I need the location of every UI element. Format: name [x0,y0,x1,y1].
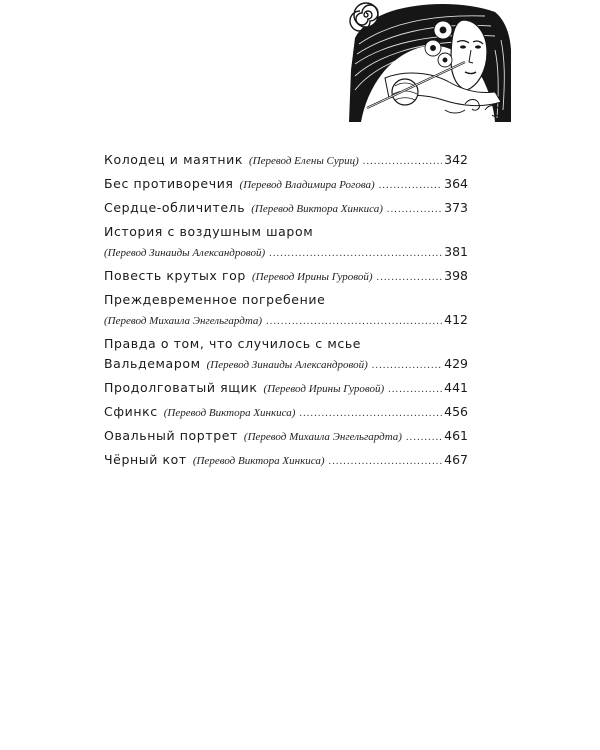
toc-entry-page: 412 [444,312,468,327]
toc-entry-page: 441 [444,380,468,395]
dot-leader [266,312,442,332]
toc-entry-title: Продолговатый ящик [104,380,258,395]
toc-entry[interactable] [104,174,468,194]
toc-entry-title: Сердце-обличитель [104,200,246,215]
toc-entry[interactable] [104,198,468,218]
dot-leader [379,176,442,196]
toc-entry-translator: (Перевод Виктора Хинкиса) [163,407,296,419]
dot-leader [299,404,442,424]
toc-entry-page: 381 [444,244,468,259]
toc-entry-translator: (Перевод Ирины Гуровой) [251,271,373,283]
dot-leader [377,268,443,288]
toc-entry-translator: (Перевод Владимира Рогова) [239,179,375,191]
dot-leader [269,244,442,264]
toc-entry-translator: (Перевод Елены Суриц) [249,155,359,167]
toc-entry-translator: (Перевод Михаила Энгельгардта) [104,315,263,327]
toc-entry-title: Овальный портрет [104,428,238,443]
toc-entry-page: 398 [444,268,468,283]
toc-entry[interactable] [104,426,468,446]
toc-entry-title: Колодец и маятник [104,152,244,167]
toc-entry-translator: (Перевод Зинаиды Александровой) [206,359,368,371]
toc-entry[interactable] [104,266,468,286]
toc-entry-title: Преждевременное погребение [104,292,326,307]
toc-entry[interactable] [104,402,468,422]
toc-entry-title: История с воздушным шаром [104,224,314,239]
dot-leader [363,152,442,172]
dot-leader [387,200,442,220]
toc-entry-page: 467 [444,452,468,467]
toc-entry-page: 342 [444,152,468,167]
dot-leader [329,452,443,472]
dot-leader [406,428,442,448]
toc-entry-title: Чёрный кот [104,452,187,467]
dot-leader [388,380,442,400]
toc-entry-page: 456 [444,404,468,419]
toc-entry[interactable] [104,378,468,398]
dot-leader [372,356,442,376]
toc-entry-title: Повесть крутых гор [104,268,246,283]
toc-entry[interactable] [104,450,468,470]
toc-entry[interactable] [104,222,468,262]
toc-entry[interactable] [104,150,468,170]
table-of-contents [104,150,468,474]
toc-entry[interactable] [104,290,468,330]
decorative-illustration [345,0,515,122]
toc-entry-translator: (Перевод Виктора Хинкиса) [192,455,325,467]
toc-entry-page: 461 [444,428,468,443]
toc-entry-page: 373 [444,200,468,215]
toc-entry-title: Правда о том, что случилось с мсье [104,336,362,351]
toc-entry-title: Бес противоречия [104,176,234,191]
toc-entry-translator: (Перевод Виктора Хинкиса) [251,203,383,215]
toc-entry-translator: (Перевод Ирины Гуровой) [263,383,385,395]
toc-entry-page: 429 [444,356,468,371]
toc-entry-translator: (Перевод Зинаиды Александровой) [104,247,266,259]
toc-entry-title: Сфинкс [104,404,158,419]
toc-entry-translator: (Перевод Михаила Энгельгардта) [243,431,402,443]
toc-entry-title-continued: Вальдемаром [104,356,201,371]
toc-entry-page: 364 [444,176,468,191]
toc-entry[interactable] [104,334,468,374]
